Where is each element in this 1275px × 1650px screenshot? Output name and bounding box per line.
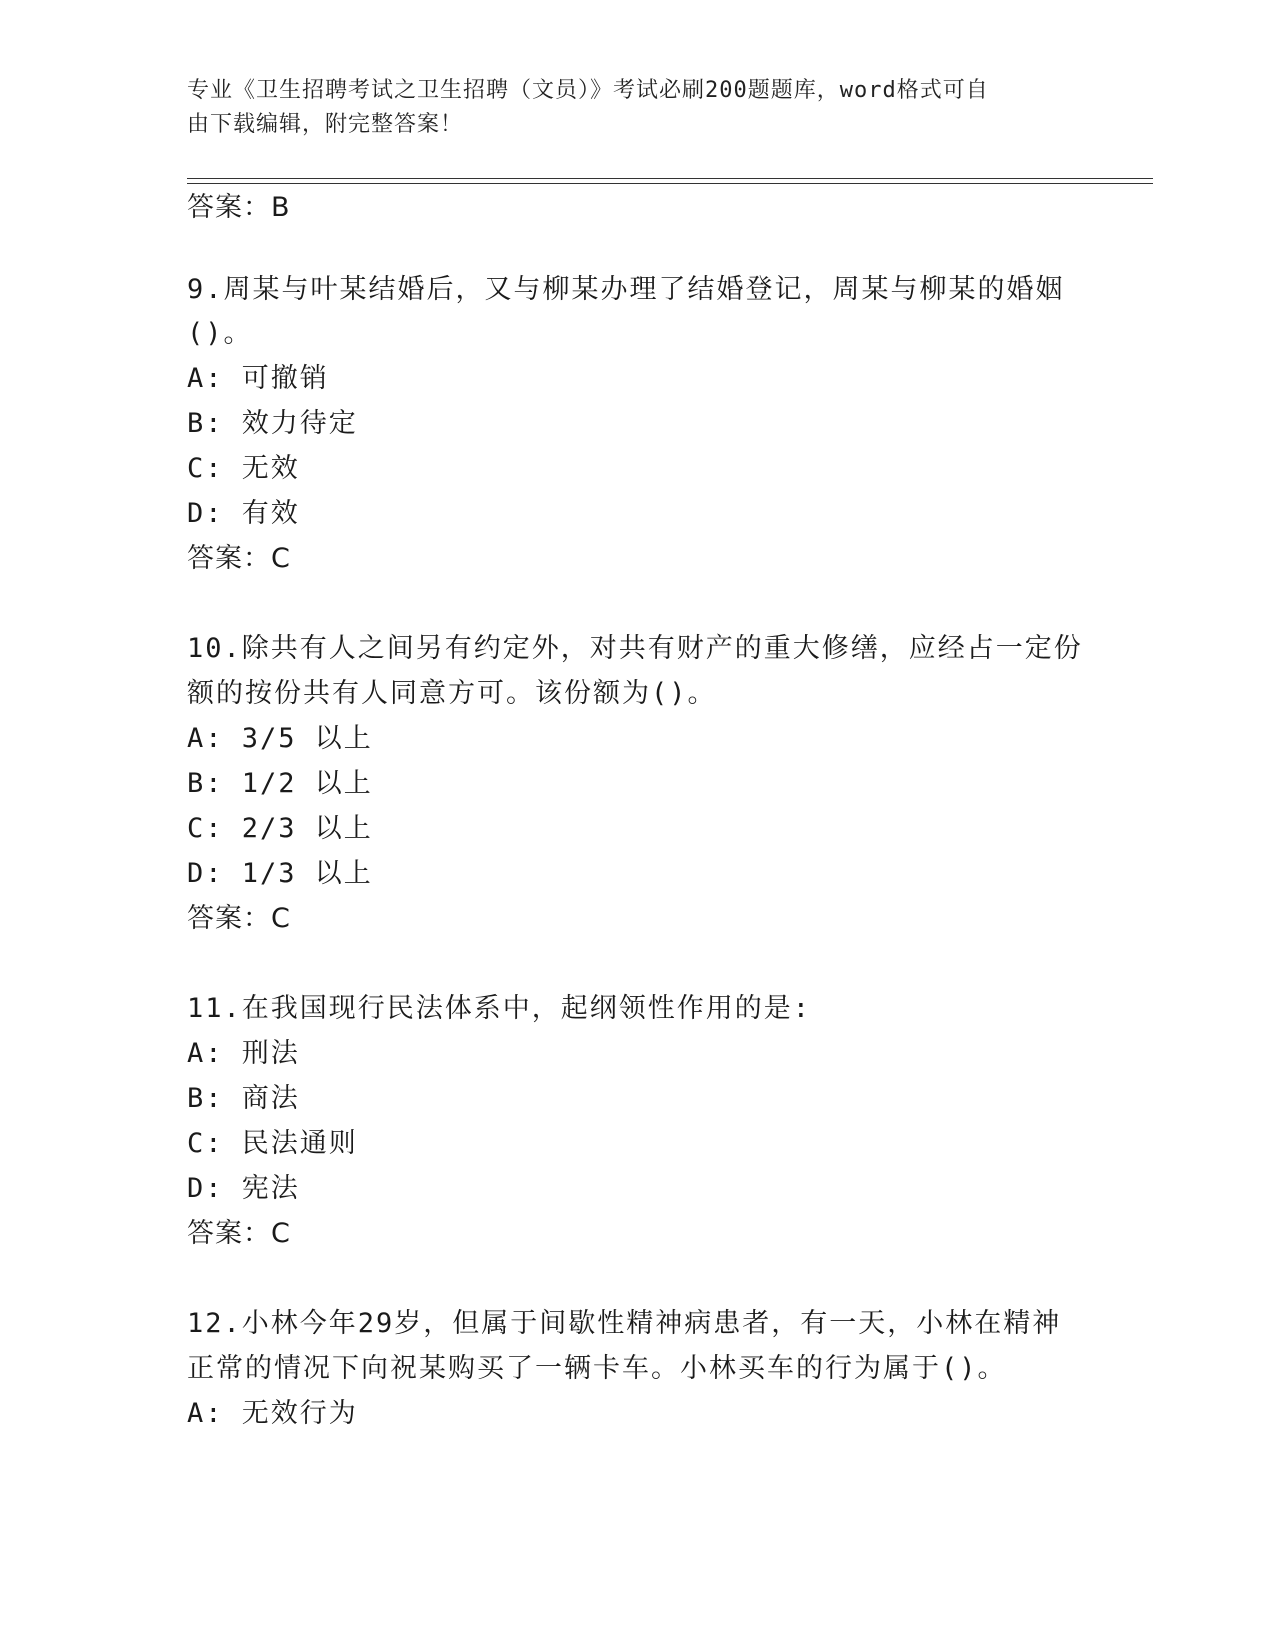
question-10-option-d: D: 1/3 以上 <box>187 858 373 889</box>
question-10-option-b: B: 1/2 以上 <box>187 768 373 799</box>
question-9-stem-line-1: 9.周某与叶某结婚后，又与柳某办理了结婚登记，周某与柳某的婚姻 <box>187 274 1065 305</box>
question-10-answer: 答案：C <box>187 903 291 934</box>
question-9-option-a: A: 可撤销 <box>187 363 329 394</box>
question-10-option-a: A: 3/5 以上 <box>187 723 373 754</box>
document-header <box>187 74 1067 142</box>
header-divider-top <box>187 178 1153 179</box>
question-9-option-c: C: 无效 <box>187 453 300 484</box>
question-11-option-b: B: 商法 <box>187 1083 300 1114</box>
question-12-option-a: A: 无效行为 <box>187 1398 358 1429</box>
question-9-answer: 答案：C <box>187 543 291 574</box>
question-11-option-d: D: 宪法 <box>187 1173 300 1204</box>
question-10-stem-line-2: 额的按份共有人同意方可。该份额为()。 <box>187 678 717 709</box>
question-10-stem-line-1: 10.除共有人之间另有约定外，对共有财产的重大修缮，应经占一定份 <box>187 633 1083 664</box>
question-9-stem-line-2: ()。 <box>187 318 253 349</box>
question-11-option-a: A: 刑法 <box>187 1038 300 1069</box>
question-9-option-d: D: 有效 <box>187 498 300 529</box>
header-line-1: 专业《卫生招聘考试之卫生招聘（文员）》考试必刷200题题库，word格式可自 <box>187 78 989 103</box>
header-line-2: 由下载编辑，附完整答案！ <box>187 112 464 137</box>
question-12-stem-line-2: 正常的情况下向祝某购买了一辆卡车。小林买车的行为属于()。 <box>187 1353 1007 1384</box>
header-divider-bottom <box>187 183 1153 184</box>
question-9-option-b: B: 效力待定 <box>187 408 358 439</box>
question-11-option-c: C: 民法通则 <box>187 1128 358 1159</box>
question-10-option-c: C: 2/3 以上 <box>187 813 373 844</box>
question-12-stem-line-1: 12.小林今年29岁，但属于间歇性精神病患者，有一天，小林在精神 <box>187 1308 1062 1339</box>
previous-answer: 答案：B <box>187 192 291 223</box>
question-11-answer: 答案：C <box>187 1218 291 1249</box>
question-11-stem-line-1: 11.在我国现行民法体系中，起纲领性作用的是: <box>187 993 812 1024</box>
